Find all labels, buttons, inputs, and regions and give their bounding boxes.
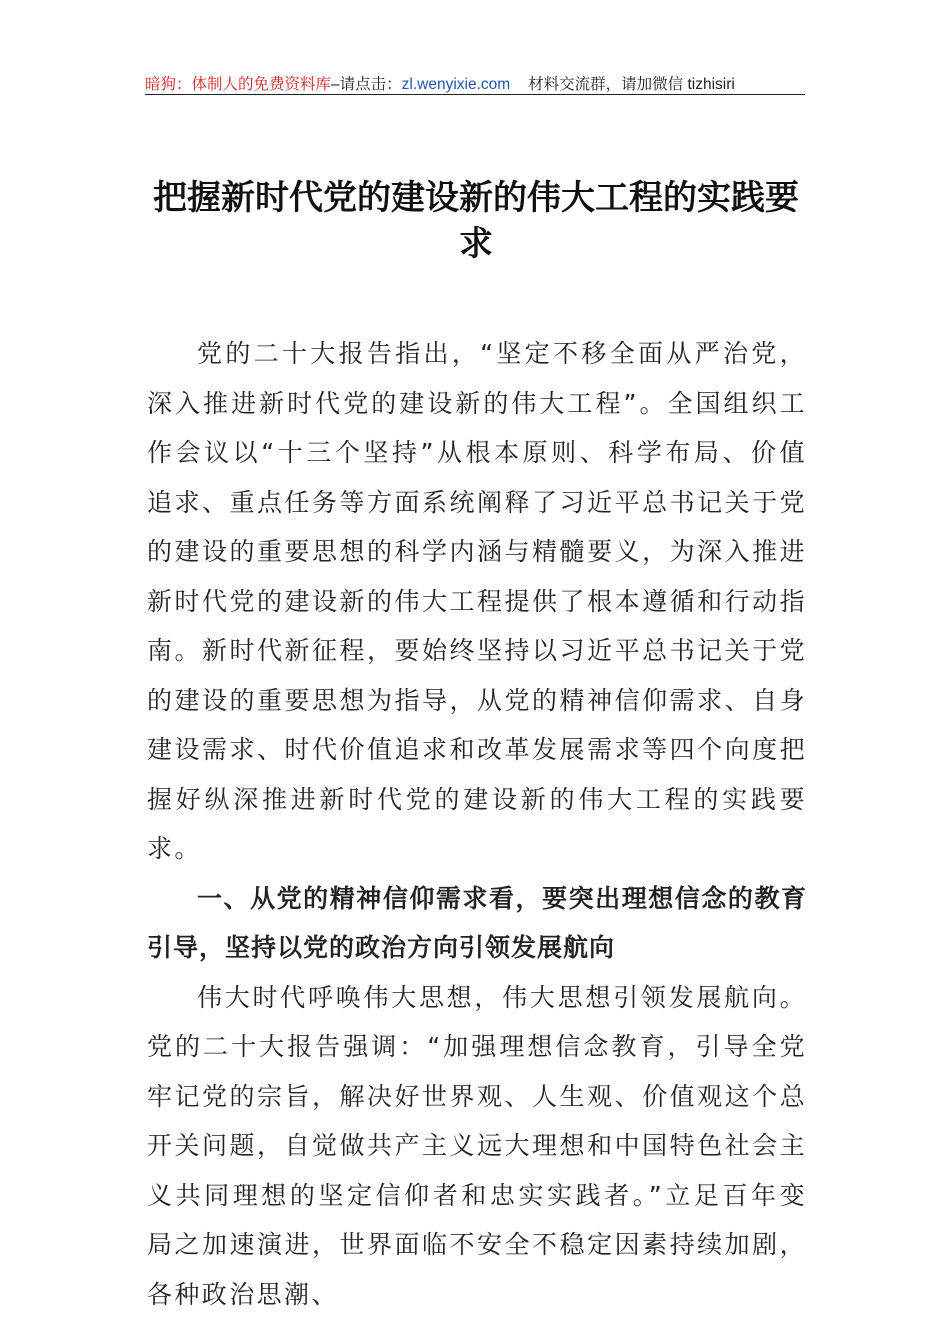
header-click-prompt: –请点击： [331,76,402,93]
header-url-link[interactable]: zl.wenyixie.com [401,76,511,93]
paragraph-section-1: 伟大时代呼唤伟大思想，伟大思想引领发展航向。党的二十大报告强调：“加强理想信念教育，引导全党牢记党的宗旨，解决好世界观、人生观、价值观这个总开关问题，自觉做共产主义远大理想和中国特色社会主义共同理想的坚定信仰者和忠实实践者。”立足百年变局之加速演进，世界面临不安全不稳定因素持续加剧，各种政治思潮、 [147,982,807,1309]
header-site-name: 暗狗：体制人的免费资料库 [145,76,332,93]
header-contact: 材料交流群，请加微信 tizhisiri [528,76,735,93]
paragraph-intro: 党的二十大报告指出，“坚定不移全面从严治党，深入推进新时代党的建设新的伟大工程”。全国组织工作会议以“十三个坚持”从根本原则、科学布局、价值追求、重点任务等方面系统阐释了习近平总书记关于党的建设的重要思想的科学内涵与精髓要义，为深入推进新时代党的建设新的伟大工程提供了根本遵循和行动指南。新时代新征程，要始终坚持以习近平总书记关于党的建设的重要思想为指导，从党的精神信仰需求、自身建设需求、时代价值追求和改革发展需求等四个向度把握好纵深推进新时代党的建设新的伟大工程的实践要求。 [147,339,807,863]
section-heading-1: 一、从党的精神信仰需求看，要突出理想信念的教育引导，坚持以党的政治方向引领发展航向 [147,883,807,962]
document-title: 把握新时代党的建设新的伟大工程的实践要求 [153,178,799,264]
document-body [147,329,807,1319]
page-header [145,70,805,95]
